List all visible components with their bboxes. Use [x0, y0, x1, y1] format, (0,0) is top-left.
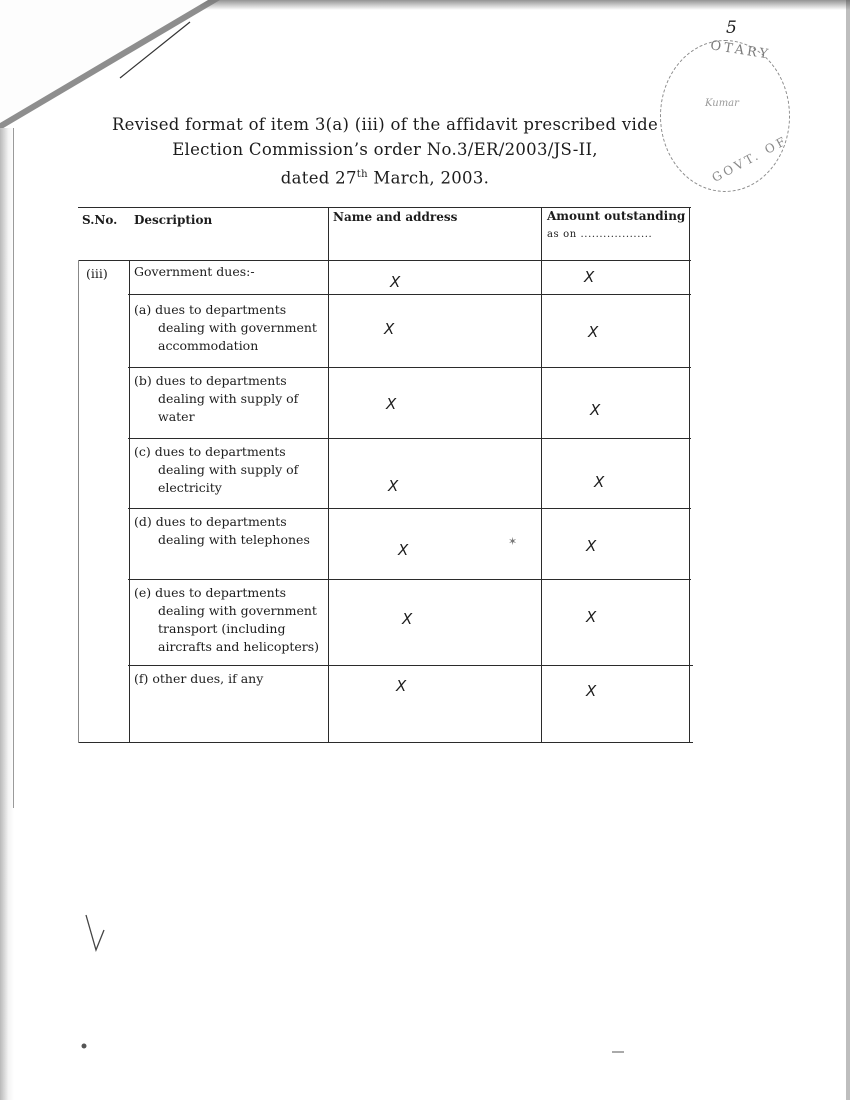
stray-pen-stroke-top: [120, 22, 190, 78]
notary-stamp-top-text: OTARY: [709, 38, 772, 63]
section-name-mark: X: [390, 273, 401, 291]
title-line-1: Revised format of item 3(a) (iii) of the affidavit prescribed vide: [111, 115, 659, 134]
row-e-line-4: aircrafts and helicopters): [158, 639, 320, 654]
row-a-name-mark: X: [384, 320, 395, 338]
row-d-amount-mark: X: [586, 537, 597, 555]
title-date-rest: March, 2003.: [367, 168, 490, 188]
title-date-suffix-sup: th: [356, 169, 368, 180]
row-c-line-1: (c) dues to departments: [134, 444, 286, 459]
page-number: 5: [726, 18, 737, 38]
row-d-line-1: (d) dues to departments: [134, 514, 287, 529]
row-f-line-1: (f) other dues, if any: [134, 671, 264, 686]
row-a-line-3: accommodation: [158, 338, 259, 353]
section-amount-mark: X: [584, 268, 595, 286]
row-d-name-mark: X: [398, 541, 409, 559]
row-c-line-2: dealing with supply of: [158, 462, 299, 477]
stray-pen-stroke-left: [86, 915, 104, 950]
notary-stamp-name: Kumar: [705, 98, 739, 109]
section-label: Government dues:-: [134, 264, 255, 279]
row-f-amount-mark: X: [586, 682, 597, 700]
row-c-amount-mark: X: [594, 473, 605, 491]
row-a-amount-mark: X: [588, 323, 599, 341]
row-number: (iii): [86, 266, 108, 281]
row-e-line-2: dealing with government: [158, 603, 317, 618]
header-name-address: Name and address: [333, 210, 458, 224]
header-amount: Amount outstanding: [547, 209, 686, 223]
row-b-amount-mark: X: [590, 401, 601, 419]
row-e-amount-mark: X: [586, 608, 597, 626]
row-b-line-2: dealing with supply of: [158, 391, 299, 406]
header-description: Description: [134, 213, 213, 227]
header-sno: S.No.: [82, 213, 118, 227]
row-f-name-mark: X: [396, 677, 407, 695]
row-b-name-mark: X: [386, 395, 397, 413]
row-d-line-2: dealing with telephones: [158, 532, 310, 547]
row-c-line-3: electricity: [158, 480, 222, 495]
row-d-speck: ✶: [508, 535, 518, 548]
row-b-line-3: water: [158, 409, 195, 424]
row-e-line-3: transport (including: [158, 621, 286, 636]
title-date-prefix: dated 27: [280, 168, 357, 188]
row-b-line-1: (b) dues to departments: [134, 373, 287, 388]
notary-stamp-bottom-text: GOVT. OF: [709, 133, 791, 185]
row-e-name-mark: X: [402, 610, 413, 628]
row-a-line-1: (a) dues to departments: [134, 302, 287, 317]
title-line-2: Election Commission’s order No.3/ER/2003/JS-II,: [172, 140, 598, 159]
stray-ink-dot: [82, 1044, 87, 1049]
row-e-line-1: (e) dues to departments: [134, 585, 287, 600]
row-c-name-mark: X: [388, 477, 399, 495]
header-amount-as-on: as on ...................: [547, 229, 653, 240]
row-a-line-2: dealing with government: [158, 320, 317, 335]
